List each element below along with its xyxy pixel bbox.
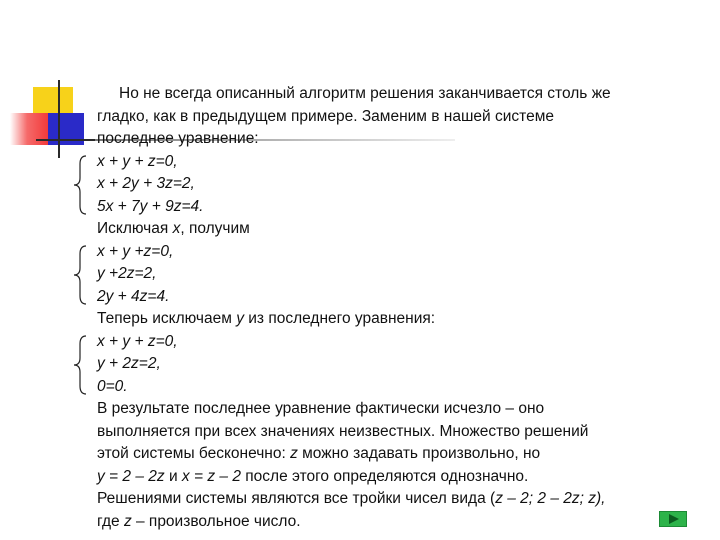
conclusion-line-1: В результате последнее уравнение фактически исчезло – оно (97, 400, 545, 417)
step-text-2 (97, 308, 687, 331)
conclusion-line-3 (97, 443, 687, 466)
equation-system-2 (97, 241, 687, 309)
equation: x + y +z=0, (97, 242, 174, 260)
formula: y = 2 – 2z (97, 467, 165, 485)
variable: z (123, 512, 132, 530)
brace-icon (72, 154, 88, 216)
conclusion-line-4 (97, 466, 687, 489)
intro-line-3: последнее уравнение: (97, 130, 259, 147)
next-slide-button[interactable] (659, 511, 687, 527)
intro-line-2: гладко, как в предыдущем примере. Заменим в нашей системе (97, 107, 554, 125)
conclusion-line-6 (97, 511, 687, 534)
equation: x + y + z=0, (97, 332, 178, 350)
formula: z – 2; 2 – 2z; z), (495, 490, 606, 507)
step-text: Исключая (97, 220, 173, 237)
text: этой системы бесконечно: (97, 445, 291, 462)
brace-icon (72, 244, 88, 306)
text: после этого определяются однозначно. (240, 467, 529, 485)
equation: x + y + z=0, (97, 152, 178, 170)
equation: 0=0. (97, 377, 128, 395)
step-text: Теперь исключаем (97, 310, 237, 327)
brace-icon (72, 334, 88, 396)
variable: x (172, 220, 181, 237)
decor-horizontal-line (36, 139, 96, 141)
text: можно задавать произвольно, но (297, 445, 541, 462)
equation: y +2z=2, (97, 265, 157, 282)
equation-system-3 (97, 331, 687, 399)
text: – произвольное число. (131, 512, 301, 530)
slide-body (97, 83, 687, 533)
conclusion-line-2: выполняется при всех значениях неизвестных. Множество решений (97, 422, 589, 440)
equation: y + 2z=2, (97, 355, 161, 372)
step-text-1 (97, 218, 687, 241)
equation-system-1 (97, 151, 687, 219)
decor-vertical-line (58, 80, 60, 158)
play-next-icon (669, 514, 679, 524)
equation: 5x + 7y + 9z=4. (97, 197, 204, 215)
variable: y (236, 310, 244, 327)
equation: 2y + 4z=4. (97, 287, 170, 305)
formula: x = z – 2 (181, 467, 241, 485)
variable: z (290, 445, 298, 462)
conclusion-line-5 (97, 488, 687, 511)
step-text: из последнего уравнения: (243, 310, 436, 327)
equation: x + 2y + 3z=2, (97, 175, 195, 192)
text: где (97, 512, 124, 530)
text: и (164, 467, 182, 485)
step-text: , получим (180, 220, 250, 237)
intro-line-1: Но не всегда описанный алгоритм решения заканчивается столь же (119, 85, 611, 102)
text: Решениями системы являются все тройки чисел вида ( (97, 490, 496, 507)
